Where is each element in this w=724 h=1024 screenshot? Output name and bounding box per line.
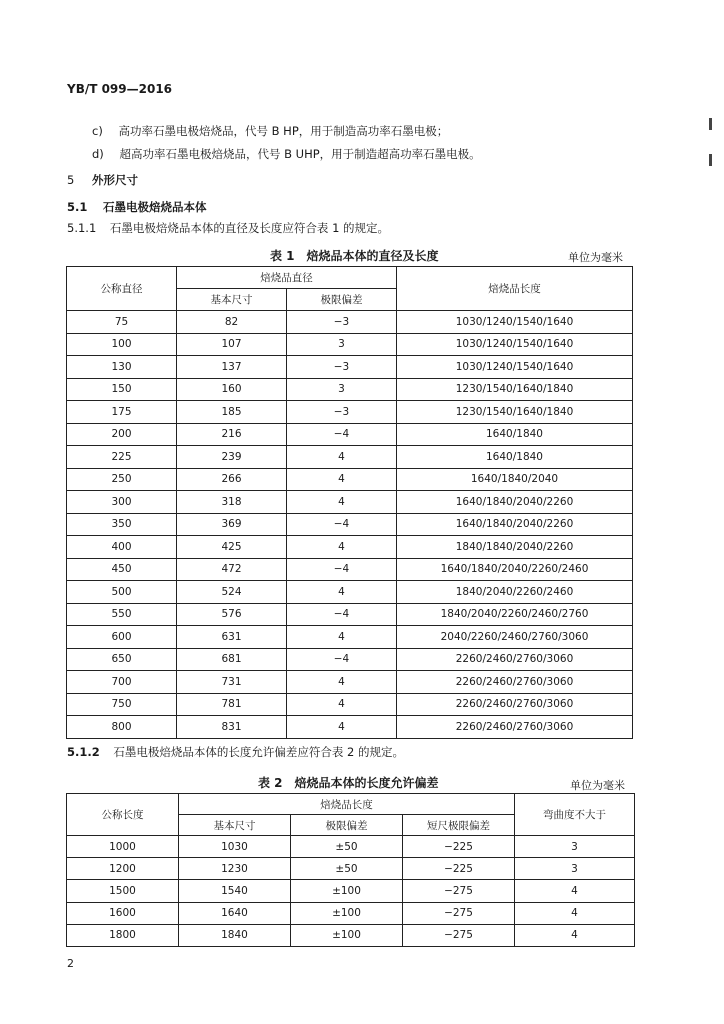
table-cell: 1640/1840/2040/2260 [397, 513, 633, 536]
table-cell: 800 [67, 716, 177, 739]
table-cell: −3 [287, 401, 397, 424]
table-row [67, 836, 635, 858]
table-cell: 3 [515, 858, 635, 880]
table-cell: 4 [287, 693, 397, 716]
header-deviation: 极限偏差 [287, 289, 397, 311]
table-cell: 1640/1840 [397, 423, 633, 446]
section-5-heading [67, 172, 138, 188]
list-item-d [92, 146, 481, 162]
table-cell: 4 [287, 581, 397, 604]
section-5-1-heading [67, 199, 207, 215]
table-cell: ±100 [291, 902, 403, 924]
table-cell: 239 [177, 446, 287, 469]
table-cell: 3 [287, 333, 397, 356]
table-cell: 300 [67, 491, 177, 514]
table-cell: 781 [177, 693, 287, 716]
table-cell: ±50 [291, 858, 403, 880]
table-row [67, 491, 633, 514]
table-cell: 1800 [67, 924, 179, 946]
table-cell: ±100 [291, 924, 403, 946]
table-row [67, 311, 633, 334]
header-bend: 弯曲度不大于 [515, 794, 635, 836]
header-diameter: 焙烧品直径 [177, 267, 397, 289]
table-cell: 576 [177, 603, 287, 626]
table-row [67, 558, 633, 581]
table-cell: 1030/1240/1540/1640 [397, 311, 633, 334]
header-deviation: 极限偏差 [291, 815, 403, 836]
table-cell: 1640/1840/2040/2260 [397, 491, 633, 514]
table-cell: 82 [177, 311, 287, 334]
table-cell: 369 [177, 513, 287, 536]
table-cell: 3 [515, 836, 635, 858]
table-cell: 1030/1240/1540/1640 [397, 333, 633, 356]
table-cell: 2040/2260/2460/2760/3060 [397, 626, 633, 649]
table-row [67, 536, 633, 559]
table-row [67, 581, 633, 604]
table-cell: 1600 [67, 902, 179, 924]
table-cell: 750 [67, 693, 177, 716]
table-cell: −3 [287, 356, 397, 379]
table-cell: 185 [177, 401, 287, 424]
table-cell: 200 [67, 423, 177, 446]
table-row [67, 603, 633, 626]
table-cell: 1640/1840/2040 [397, 468, 633, 491]
table-cell: 4 [515, 924, 635, 946]
section-number: 5.1 [67, 200, 88, 214]
table-cell: 4 [287, 468, 397, 491]
table-cell: 681 [177, 648, 287, 671]
table-cell: −4 [287, 558, 397, 581]
list-marker: c) [92, 124, 103, 138]
table-cell: ±100 [291, 880, 403, 902]
table-cell: 1230/1540/1640/1840 [397, 378, 633, 401]
table-cell: 175 [67, 401, 177, 424]
table-cell: 4 [287, 671, 397, 694]
table-2-unit: 单位为毫米 [570, 779, 625, 792]
table-cell: 150 [67, 378, 177, 401]
table-cell: 2260/2460/2760/3060 [397, 648, 633, 671]
table-cell: 250 [67, 468, 177, 491]
table-cell: 1000 [67, 836, 179, 858]
clause-number: 5.1.2 [67, 745, 100, 759]
clause-5-1-2 [67, 744, 404, 760]
margin-mark [709, 154, 712, 166]
table-1-unit: 单位为毫米 [568, 251, 623, 264]
table-cell: 1640 [179, 902, 291, 924]
clause-text: 石墨电极焙烧品本体的直径及长度应符合表 1 的规定。 [109, 221, 390, 235]
table-cell: 4 [287, 491, 397, 514]
table-cell: 831 [177, 716, 287, 739]
table-row [67, 693, 633, 716]
table-cell: 4 [515, 902, 635, 924]
table-cell: 350 [67, 513, 177, 536]
list-text: 超高功率石墨电极焙烧品，代号 B UHP，用于制造超高功率石墨电极。 [119, 147, 481, 161]
table-cell: 2260/2460/2760/3060 [397, 716, 633, 739]
section-title: 外形尺寸 [91, 173, 138, 187]
table-cell: 130 [67, 356, 177, 379]
table-row [67, 648, 633, 671]
table-cell: 137 [177, 356, 287, 379]
table-cell: 1030/1240/1540/1640 [397, 356, 633, 379]
table-cell: 3 [287, 378, 397, 401]
table-cell: 318 [177, 491, 287, 514]
table-cell: 1640/1840 [397, 446, 633, 469]
table-row [67, 513, 633, 536]
table-cell: 500 [67, 581, 177, 604]
table-cell: 600 [67, 626, 177, 649]
table-row [67, 858, 635, 880]
table-cell: 1840 [179, 924, 291, 946]
table-cell: 216 [177, 423, 287, 446]
table-row [67, 423, 633, 446]
clause-text: 石墨电极焙烧品本体的长度允许偏差应符合表 2 的规定。 [113, 745, 405, 759]
table-cell: 1640/1840/2040/2260/2460 [397, 558, 633, 581]
table-cell: 524 [177, 581, 287, 604]
table-cell: 1840/2040/2260/2460 [397, 581, 633, 604]
table-1-body [67, 311, 633, 739]
standard-code-header: YB/T 099—2016 [67, 82, 173, 96]
table-cell: 100 [67, 333, 177, 356]
table-cell: 4 [287, 626, 397, 649]
table-row [67, 401, 633, 424]
table-cell: 550 [67, 603, 177, 626]
list-item-c [92, 123, 448, 139]
table-cell: 700 [67, 671, 177, 694]
table-cell: 1230 [179, 858, 291, 880]
table-cell: 4 [515, 880, 635, 902]
table-cell: 4 [287, 446, 397, 469]
table-1 [66, 266, 633, 739]
table-cell: 1200 [67, 858, 179, 880]
table-2-body [67, 836, 635, 947]
table-cell: 1500 [67, 880, 179, 902]
table-cell: −225 [403, 836, 515, 858]
table-cell: 731 [177, 671, 287, 694]
list-text: 高功率石墨电极焙烧品，代号 B HP，用于制造高功率石墨电极； [118, 124, 449, 138]
table-cell: 4 [287, 536, 397, 559]
table-row [67, 716, 633, 739]
table-cell: 400 [67, 536, 177, 559]
clause-5-1-1 [67, 220, 389, 236]
table-row [67, 468, 633, 491]
table-cell: 1230/1540/1640/1840 [397, 401, 633, 424]
table-cell: 107 [177, 333, 287, 356]
table-cell: 1840/2040/2260/2460/2760 [397, 603, 633, 626]
table-cell: 631 [177, 626, 287, 649]
clause-number: 5.1.1 [67, 221, 97, 235]
table-cell: 160 [177, 378, 287, 401]
table-cell: 650 [67, 648, 177, 671]
table-cell: −4 [287, 603, 397, 626]
table-cell: −225 [403, 858, 515, 880]
header-basic-size: 基本尺寸 [177, 289, 287, 311]
table-2-caption: 表 2 焙烧品本体的长度允许偏差 [258, 776, 439, 790]
header-basic-size: 基本尺寸 [179, 815, 291, 836]
list-marker: d) [92, 147, 104, 161]
table-cell: 425 [177, 536, 287, 559]
page-number: 2 [67, 957, 74, 970]
table-row [67, 333, 633, 356]
table-cell: −3 [287, 311, 397, 334]
table-row [67, 924, 635, 946]
table-cell: −4 [287, 513, 397, 536]
table-cell: −275 [403, 902, 515, 924]
table-cell: 2260/2460/2760/3060 [397, 693, 633, 716]
section-title: 石墨电极焙烧品本体 [103, 200, 207, 214]
table-1-caption: 表 1 焙烧品本体的直径及长度 [270, 249, 439, 263]
section-number: 5 [67, 173, 75, 187]
table-row [67, 902, 635, 924]
table-cell: −275 [403, 924, 515, 946]
table-row [67, 880, 635, 902]
table-cell: −4 [287, 423, 397, 446]
table-cell: 1540 [179, 880, 291, 902]
table-cell: 75 [67, 311, 177, 334]
margin-mark [709, 118, 712, 130]
header-length: 焙烧品长度 [397, 267, 633, 311]
table-row [67, 626, 633, 649]
table-cell: −4 [287, 648, 397, 671]
table-cell: 266 [177, 468, 287, 491]
table-cell: 1030 [179, 836, 291, 858]
table-header-row [67, 794, 635, 815]
table-cell: 2260/2460/2760/3060 [397, 671, 633, 694]
header-nominal-length: 公称长度 [67, 794, 179, 836]
table-cell: 4 [287, 716, 397, 739]
table-cell: ±50 [291, 836, 403, 858]
header-length: 焙烧品长度 [179, 794, 515, 815]
header-nominal-diameter: 公称直径 [67, 267, 177, 311]
table-row [67, 378, 633, 401]
table-cell: 225 [67, 446, 177, 469]
table-row [67, 671, 633, 694]
table-row [67, 446, 633, 469]
table-row [67, 356, 633, 379]
table-cell: 472 [177, 558, 287, 581]
table-cell: 1840/1840/2040/2260 [397, 536, 633, 559]
header-short-deviation: 短尺极限偏差 [403, 815, 515, 836]
table-cell: 450 [67, 558, 177, 581]
table-cell: −275 [403, 880, 515, 902]
table-header-row [67, 267, 633, 289]
table-2 [66, 793, 635, 947]
